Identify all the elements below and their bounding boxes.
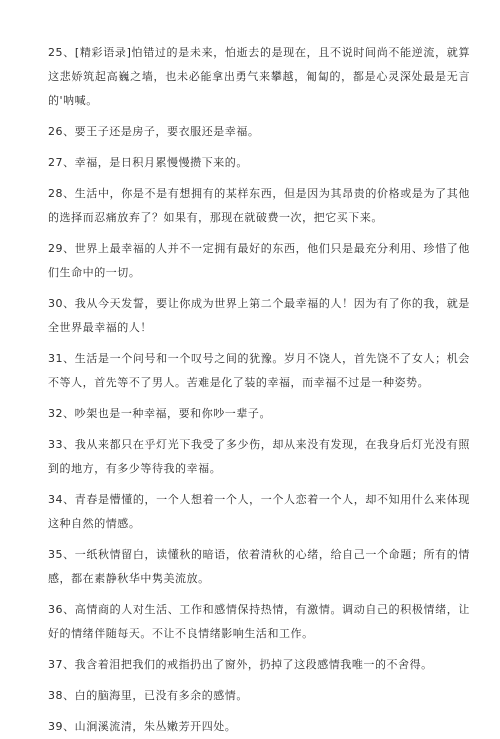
quote-entry-37: 37、我含着泪把我们的戒指扔出了窗外，扔掉了这段感情我唯一的不舍得。: [48, 658, 433, 671]
quote-entry-30: 30、我从今天发誓，要让你成为世界上第二个最幸福的人！因为有了你的我，就是全世界最幸福的人！: [48, 297, 470, 334]
quote-entry-31: 31、生活是一个问号和一个叹号之间的犹豫。岁月不饶人，首先饶不了女人；机会不等人，首先等不了男人。苦难是化了装的幸福，而幸福不过是一种姿势。: [48, 352, 470, 389]
quote-entry-39: 39、山涧溪流清，朱丛嫩芳开四处。: [48, 720, 237, 733]
quote-entry-33: 33、我从来都只在乎灯光下我受了多少伤，却从来没有发现，在我身后灯光没有照到的地方，有多少等待我的幸福。: [48, 438, 470, 475]
quote-entry-36: 36、高情商的人对生活、工作和感情保持热情，有激情。调动自己的积极情绪，让好的情绪伴随每天。不让不良情绪影响生活和工作。: [48, 603, 470, 640]
quote-entry-28: 28、生活中，你是不是有想拥有的某样东西，但是因为其昂贵的价格或是为了其他的选择而忍痛放弃了？如果有，那现在就破费一次，把它买下来。: [48, 187, 470, 224]
quote-entry-32: 32、吵架也是一种幸福，要和你吵一辈子。: [48, 407, 271, 420]
quote-entry-26: 26、要王子还是房子，要衣服还是幸福。: [48, 125, 260, 138]
quote-entry-38: 38、白的脑海里，已没有多余的感情。: [48, 689, 248, 702]
quote-entry-27: 27、幸福，是日积月累慢慢攒下来的。: [48, 156, 248, 169]
quote-entry-34: 34、青春是懵懂的，一个人想着一个人，一个人恋着一个人，却不知用什么来体现这种自然的情感。: [48, 493, 470, 530]
quote-entry-29: 29、世界上最幸福的人并不一定拥有最好的东西，他们只是最充分利用、珍惜了他们生命中的一切。: [48, 242, 470, 279]
quote-entry-35: 35、一纸秋情留白，读懂秋的暗语，依着清秋的心绪，给自己一个命题；所有的情感，都在素静秋华中隽美流放。: [48, 548, 470, 585]
quote-entry-25: 25、[精彩语录]怕错过的是未来，怕逝去的是现在，且不说时间尚不能逆流，就算这悲娇筑起高巍之墙，也未必能拿出勇气来攀越，匍匐的，都是心灵深处最是无言的'呐喊。: [48, 46, 470, 107]
